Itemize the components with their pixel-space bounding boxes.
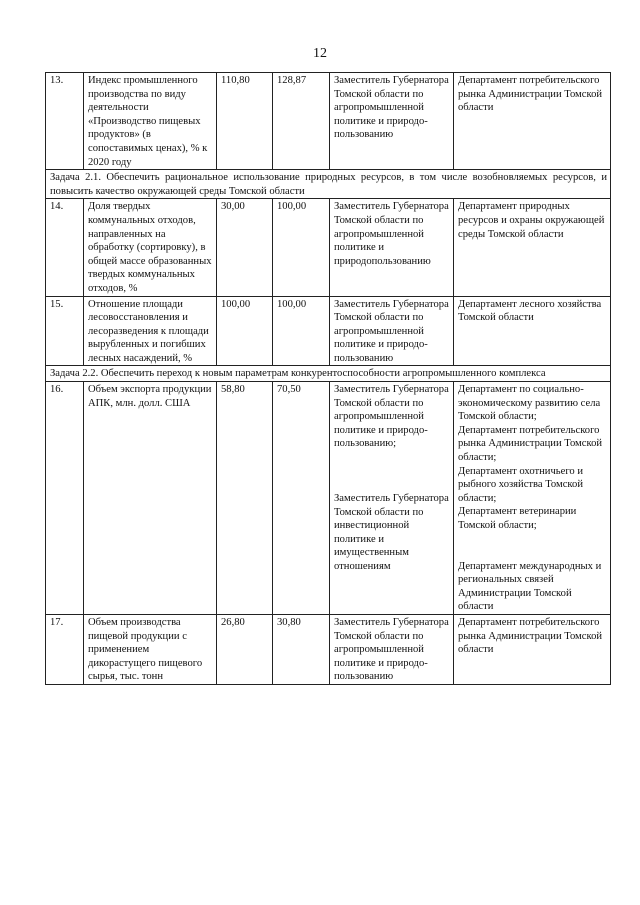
- table-row-14: [46, 199, 611, 296]
- row-number: 16.: [46, 382, 84, 615]
- department-item: Департамент потребительского рынка Администрации Томской области;: [458, 424, 603, 464]
- responsible-department: Департамент лесного хозяйства Томской области: [454, 296, 611, 366]
- responsible-official: Заместитель Губернатора Томской области по агропромышленной политике и природопользованию: [330, 199, 454, 296]
- indicator-value-2: 100,00: [273, 296, 330, 366]
- responsible-department: Департамент потребительского рынка Администрации Томской области: [454, 614, 611, 684]
- responsible-official: Заместитель Губернатора Томской области по агропромышленной политике и природо-пользованию: [330, 296, 454, 366]
- indicator-value-2: 100,00: [273, 199, 330, 296]
- responsible-official-invest: Заместитель Губернатора Томской области по инвестиционной политике и имущественным отношениям: [334, 493, 449, 572]
- responsible-department: Департамент потребительского рынка Администрации Томской области: [454, 73, 611, 170]
- responsible-official: Заместитель Губернатора Томской области по агропромышленной политике и природо-пользованию: [330, 73, 454, 170]
- row-number: 13.: [46, 73, 84, 170]
- indicator-name: Отношение площади лесовосстановления и лесоразведения к площади вырубленных и погибших лесных насаждений, %: [84, 296, 217, 366]
- row-number: 15.: [46, 296, 84, 366]
- indicator-name: Объем производства пищевой продукции с применением дикорастущего пищевого сырья, тыс. тонн: [84, 614, 217, 684]
- responsible-departments: [454, 382, 611, 615]
- indicator-value-2: 128,87: [273, 73, 330, 170]
- indicator-value-1: 26,80: [217, 614, 273, 684]
- responsible-official: Заместитель Губернатора Томской области по агропромышленной политике и природо-пользованию: [330, 614, 454, 684]
- table-row-15: [46, 296, 611, 366]
- department-item: Департамент по социально-экономическому развитию села Томской области;: [458, 384, 601, 423]
- table-row-16: [46, 382, 611, 615]
- table-row-17: [46, 614, 611, 684]
- indicator-value-2: 30,80: [273, 614, 330, 684]
- row-number: 14.: [46, 199, 84, 296]
- responsible-department: Департамент природных ресурсов и охраны окружающей среды Томской области: [454, 199, 611, 296]
- indicator-name: Объем экспорта продукции АПК, млн. долл. США: [84, 382, 217, 615]
- department-item: Департамент охотничьего и рыбного хозяйства Томской области;: [458, 465, 584, 504]
- table-row-13: [46, 73, 611, 170]
- indicator-name: Индекс промышленного производства по виду деятельности «Производство пищевых продуктов» (в сопоставимых ценах), % к 2020 году: [84, 73, 217, 170]
- department-item: Департамент международных и региональных связей Администрации Томской области: [458, 560, 602, 613]
- task-row-2-1: [46, 170, 611, 199]
- indicator-value-1: 110,80: [217, 73, 273, 170]
- indicator-value-2: 70,50: [273, 382, 330, 615]
- responsible-officials: [330, 382, 454, 615]
- task-row-2-2: [46, 366, 611, 382]
- task-text: Задача 2.1. Обеспечить рациональное использование природных ресурсов, в том числе возобновляемых ресурсов, и повысить качество окружающей среды Томской области: [46, 170, 611, 199]
- indicator-name: Доля твердых коммунальных отходов, направленных на обработку (сортировку), в общей массе образованных твердых коммунальных отходов, %: [84, 199, 217, 296]
- indicator-value-1: 58,80: [217, 382, 273, 615]
- indicator-value-1: 100,00: [217, 296, 273, 366]
- department-item: Департамент ветеринарии Томской области;: [458, 506, 577, 531]
- page-number: 12: [313, 46, 327, 61]
- responsible-official-agro: Заместитель Губернатора Томской области по агропромышленной политике и природо-пользованию;: [334, 384, 449, 450]
- task-text: Задача 2.2. Обеспечить переход к новым параметрам конкурентоспособности агропромышленного комплекса: [46, 366, 611, 382]
- row-number: 17.: [46, 614, 84, 684]
- indicators-table: [45, 72, 611, 685]
- indicator-value-1: 30,00: [217, 199, 273, 296]
